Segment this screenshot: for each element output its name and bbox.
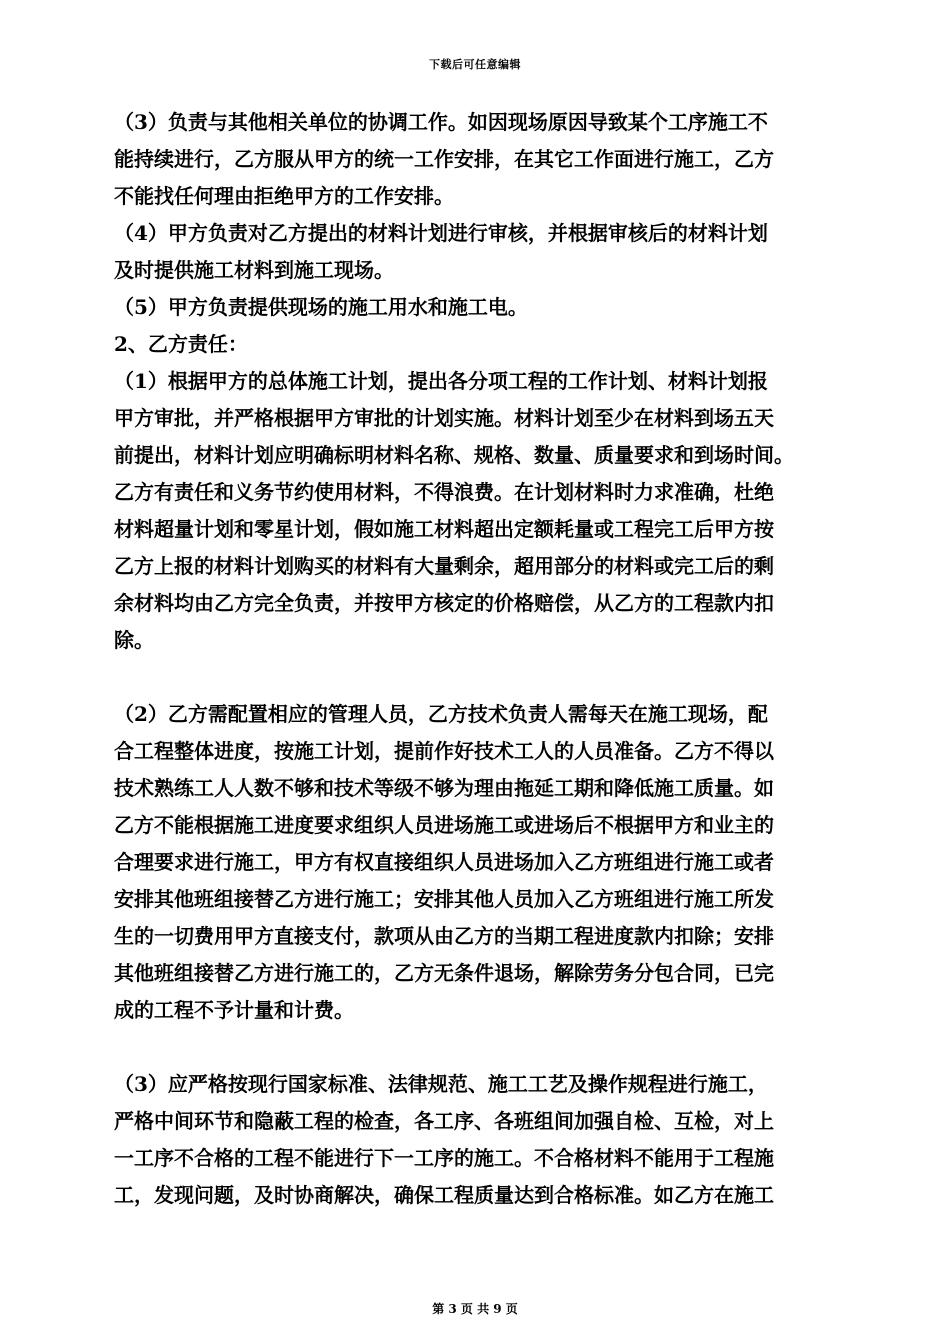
text-line: 能持续进行，乙方服从甲方的统一工作安排，在其它工作面进行施工，乙方 bbox=[114, 147, 774, 171]
text-line: 乙方有责任和义务节约使用材料，不得浪费。在计划材料时力求准确，杜绝 bbox=[114, 480, 774, 504]
text-line: 技术熟练工人人数不够和技术等级不够为理由拖延工期和降低施工质量。如 bbox=[114, 776, 774, 800]
text-line: 合理要求进行施工，甲方有权直接组织人员进场加入乙方班组进行施工或者 bbox=[114, 850, 774, 874]
text-line: 乙方上报的材料计划购买的材料有大量剩余，超用部分的材料或完工后的剩 bbox=[114, 554, 774, 578]
text-line: 及时提供施工材料到施工现场。 bbox=[114, 258, 394, 282]
text-line: 安排其他班组接替乙方进行施工；安排其他人员加入乙方班组进行施工所发 bbox=[114, 887, 774, 911]
text-line: 生的一切费用甲方直接支付，款项从由乙方的当期工程进度款内扣除；安排 bbox=[114, 924, 774, 948]
page-header: 下载后可任意编辑 bbox=[429, 58, 521, 71]
section-heading: 2、乙方责任： bbox=[114, 332, 248, 356]
text-line: 不能找任何理由拒绝甲方的工作安排。 bbox=[114, 184, 454, 208]
text-line: 一工序不合格的工程不能进行下一工序的施工。不合格材料不能用于工程施 bbox=[114, 1146, 774, 1170]
text-line: 余材料均由乙方完全负责，并按甲方核定的价格赔偿，从乙方的工程款内扣 bbox=[114, 591, 774, 615]
text-line: 合工程整体进度，按施工计划，提前作好技术工人的人员准备。乙方不得以 bbox=[114, 739, 774, 763]
text-line: 成的工程不予计量和计费。 bbox=[114, 998, 354, 1022]
text-line: （3）应严格按现行国家标准、法律规范、施工工艺及操作规程进行施工， bbox=[114, 1072, 768, 1096]
text-line: 材料超量计划和零星计划，假如施工材料超出定额耗量或工程完工后甲方按 bbox=[114, 517, 774, 541]
paragraph-gap bbox=[114, 1029, 862, 1066]
text-line: （5）甲方负责提供现场的施工用水和施工电。 bbox=[114, 295, 528, 319]
text-line: 严格中间环节和隐蔽工程的检查，各工序、各班组间加强自检、互检，对上 bbox=[114, 1109, 774, 1133]
text-line: 除。 bbox=[114, 628, 154, 652]
text-line: 前提出，材料计划应明确标明材料名称、规格、数量、质量要求和到场时间。 bbox=[114, 443, 794, 467]
paragraph-gap bbox=[114, 659, 862, 696]
text-line: 其他班组接替乙方进行施工的，乙方无条件退场，解除劳务分包合同，已完 bbox=[114, 961, 774, 985]
text-line: （4）甲方负责对乙方提出的材料计划进行审核，并根据审核后的材料计划 bbox=[114, 221, 768, 245]
text-line: 乙方不能根据施工进度要求组织人员进场施工或进场后不根据甲方和业主的 bbox=[114, 813, 774, 837]
document-body bbox=[114, 104, 862, 1214]
text-line: 甲方审批，并严格根据甲方审批的计划实施。材料计划至少在材料到场五天 bbox=[114, 406, 774, 430]
text-line: （3）负责与其他相关单位的协调工作。如因现场原因导致某个工序施工不 bbox=[114, 110, 768, 134]
text-line: 工，发现问题，及时协商解决，确保工程质量达到合格标准。如乙方在施工 bbox=[114, 1183, 774, 1207]
text-line: （1）根据甲方的总体施工计划，提出各分项工程的工作计划、材料计划报 bbox=[114, 369, 768, 393]
page-footer: 第 3 页 共 9 页 bbox=[432, 1302, 518, 1316]
text-line: （2）乙方需配置相应的管理人员，乙方技术负责人需每天在施工现场，配 bbox=[114, 702, 768, 726]
